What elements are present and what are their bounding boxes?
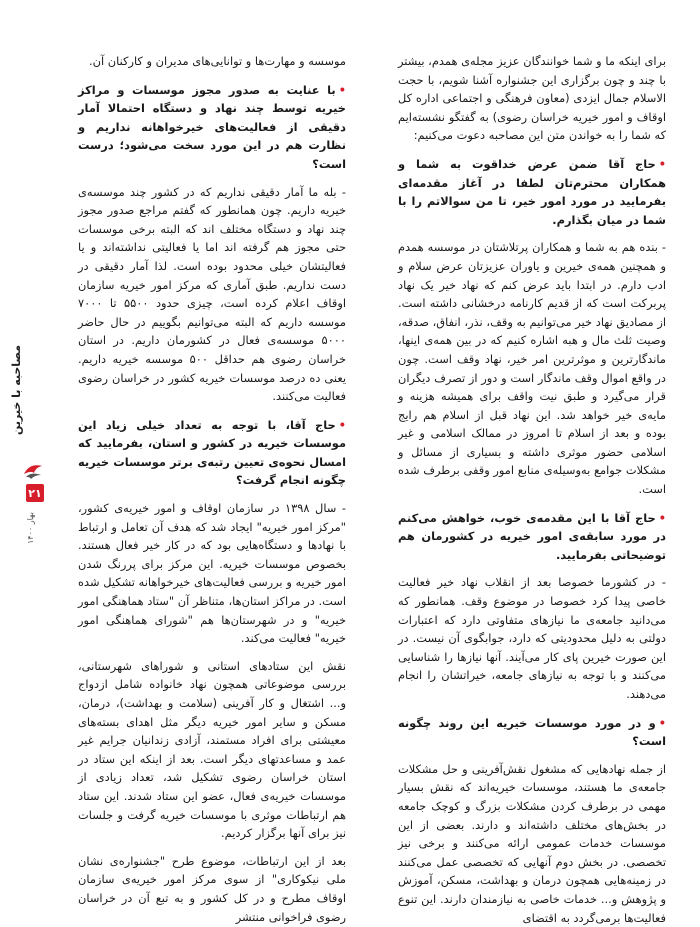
paragraph-text: - بله ما آمار دقیقی نداریم که در کشور چند موسسه‌ی خیریه داریم. چون همانطور که گفتم مراجع صدور مجوز چند نهاد و دستگاه مختلف اند که البته برخی موسسات حتی مجوز هم گرفته اند اما یا فعالیتی نداشته‌اند و یا فعالیتشان خیلی محدود بوده است. لذا آمار دقیقی در دست نداریم. طبق آماری که مرکز امور خیریه سازمان اوقاف اعلام کرده است، چیزی حدود ۵۵۰۰ تا ۷۰۰۰ موسسه داریم که البته می‌توانیم بگوییم در حال حاضر ۵۰۰۰ موسسه‌ی فعال در کشورمان داریم. در استان خراسان رضوی هم حداقل ۵۰۰ موسسه خیریه داریم. یعنی ده درصد موسسات خیریه کشور در خراسان رضوی فعالیت می‌کنند. — [78, 184, 347, 404]
paragraph-text: و در مورد موسسات خیریه این روند چگونه است؟ — [398, 715, 666, 749]
interview-question — [398, 155, 666, 229]
page-number: ۲۱ — [26, 484, 44, 502]
section-title: مصاحبه با خیرین — [10, 344, 23, 436]
paragraph-text: حاج آقا، با توجه به تعداد خیلی زیاد این موسسات خیریه در کشور و استان، بفرمایید که امسال نحوه‌ی تعیین رتبه‌ی برتر موسسات خیریه چگونه انجام گرفت؟ — [78, 417, 346, 488]
bullet-icon: • — [658, 715, 666, 730]
interview-paragraph — [398, 760, 666, 927]
interview-question — [78, 81, 346, 174]
interview-question — [78, 416, 346, 490]
interview-paragraph — [78, 852, 346, 926]
paragraph-text: نقش این ستادهای استانی و شوراهای شهرستانی، بررسی موضوعاتی همچون نهاد خانواده شامل ازدواج و... اشتغال و کار آفرینی (سلامت و بهداشت)، درمان، مسکن و سایر امور خیریه دیگر مثل اهدای بسته‌های معیشتی برای افراد مستمند، آزادی زندانیان جرایم غیر عمد و مساعدتهای دیگر است. بعد از اینکه این ستاد در استان خراسان رضوی تشکیل شد، تعداد زیادی از موسسات خیریه‌ی فعال، عضو این ستاد شدند. این ستاد هم ارتباطات موثری با موسسات خیریه گرفت و جلسات نیز برای آنها برگزار کردیم. — [78, 658, 346, 841]
issue-date: بهار ۱۴۰۰ — [26, 512, 35, 544]
paragraph-text: برای اینکه ما و شما خوانندگان عزیز مجله‌ی همدم، بیشتر با چند و چون برگزاری این جشنواره آشنا شویم، با حجت الاسلام جمال ایزدی (معاون فرهنگی و اجتماعی اداره کل اوقاف و امور خیریه خراسان رضوی) به گفتگو نشسته‌ایم که شما را به خواندن متن این مصاحبه دعوت می‌کنیم: — [398, 54, 666, 143]
interview-paragraph — [398, 238, 666, 498]
bullet-icon: • — [338, 417, 346, 432]
interview-paragraph — [78, 499, 346, 648]
bird-emblem-icon — [22, 462, 44, 480]
interview-paragraph — [398, 52, 666, 145]
interview-question — [398, 509, 666, 565]
bullet-icon: • — [658, 510, 666, 525]
bullet-icon: • — [338, 82, 346, 97]
paragraph-text: - سال ۱۳۹۸ در سازمان اوقاف و امور خیریه‌ی کشور، "مرکز امور خیریه" ایجاد شد که هدف آن تعامل و ارتباط با نهادها و دستگاه‌هایی بود که در کار خیر فعال هستند. بخصوص موسسات خیریه. این مرکز برای پررنگ شدن امور خیریه و بررسی فعالیت‌های خیرخواهانه تشکیل شده است. در مراکز استان‌ها، متناظر آن "ستاد هماهنگی امور خیریه" و در شهرستان‌ها هم "شورای هماهنگی امور خیریه" فعالیت می‌کند. — [78, 501, 346, 646]
bullet-icon: • — [658, 156, 666, 171]
paragraph-text: با عنایت به صدور مجوز موسسات و مراکز خیریه توسط چند نهاد و دستگاه احتمالا آمار دقیقی از فعالیت‌های خیرخواهانه نداریم و نظارت هم در این مورد سخت می‌شود؛ درست است؟ — [78, 82, 346, 171]
interview-paragraph — [398, 573, 666, 703]
interview-paragraph — [78, 657, 346, 843]
interview-paragraph — [78, 183, 346, 406]
paragraph-text: بعد از این ارتباطات، موضوع طرح "جشنواره‌ی نشان ملی نیکوکاری" از سوی مرکز امور خیریه‌ی سازمان اوقاف مطرح و در کل کشور و به تبع آن در خراسان رضوی فراخوانی منتشر — [78, 853, 346, 924]
right-text-column — [398, 52, 666, 925]
interview-question — [398, 714, 666, 751]
paragraph-text: حاج آقا ضمن عرض خداقوت به شما و همکاران محترم‌تان لطفا در آغاز مقدمه‌ای بفرمایید در مورد امور خیر، تا من سوالاتم را با شما در میان بگذارم. — [398, 156, 666, 227]
interview-paragraph — [78, 52, 346, 71]
paragraph-text: از جمله نهادهایی که مشغول نقش‌آفرینی و حل مشکلات جامعه‌ی ما هستند، موسسات خیریه‌اند که نقش بسیار مهمی در برطرف کردن مشکلات بزرگ و کوچک جامعه در بخش‌های مختلف داشته‌اند و دارند. بعضی از این موسسات خدمات عمومی ارائه می‌کنند و برخی نیز تخصصی. در بخش دوم آنهایی که تخصصی عمل می‌کنند در زمینه‌هایی همچون درمان و بهداشت، مسکن، آموزش و پژوهش و... خدمات خاصی به نیازمندان دارند. این تنوع فعالیت‌ها برمی‌گردد به اقتضای — [398, 761, 666, 925]
paragraph-text: - در کشورما خصوصا بعد از انقلاب نهاد خیر فعالیت خاصی پیدا کرد خصوصا در موضوع وقف. همانطور که می‌دانید جامعه‌ی ما نیازهای متفاوتی دارد که اعتبارات دولتی به دلیل محدودیتی که دارد، جوابگوی آن نیست. در این صورت خیرین پای کار می‌آیند. آنها نیازها را شناسایی می‌کنند و با توجه به نیازهای جامعه، خیراتشان را انجام می‌دهند. — [398, 575, 666, 701]
paragraph-text: - بنده هم به شما و همکاران پرتلاشتان در موسسه همدم و همچنین همه‌ی خیرین و یاوران عزیزتان عرض سلام و ادب دارم. در ابتدا باید عرض کنم که نهاد خیر یک نهاد پربرکت است که از قدیم کارنامه درخشانی داشته است. از مصادیق نهاد خیر می‌توانیم به وقف، نذر، انفاق، صدقه، وصیت ثلث مال و هبه اشاره کنیم که در بین همه‌ی اینها، ماندگارترین و موثرترین امر خیر، نهاد وقف است. چون در واقع اموال وقف ماندگار است و دور از تصرف دیگران قرار می‌گیرد و طبق نیت واقف برای همیشه هزینه و مایه‌ی خیر خواهد شد. این نهاد قبل از اسلام هم رایج بوده و بعد از اسلام تا امروز در ممالک اسلامی و غیر اسلامی حضور موثری داشته و بسیاری از مسائل و مشکلات جوامع به‌وسیله‌ی منابع امور وقفی برطرف شده است. — [398, 240, 666, 497]
paragraph-text: موسسه و مهارت‌ها و توانایی‌های مدیران و کارکنان آن. — [88, 54, 346, 68]
left-text-column — [78, 52, 347, 924]
paragraph-text: حاج آقا با این مقدمه‌ی خوب، خواهش می‌کنم در مورد سابقه‌ی امور خیریه در کشورمان هم توضیحاتی بفرمایید. — [398, 510, 666, 562]
